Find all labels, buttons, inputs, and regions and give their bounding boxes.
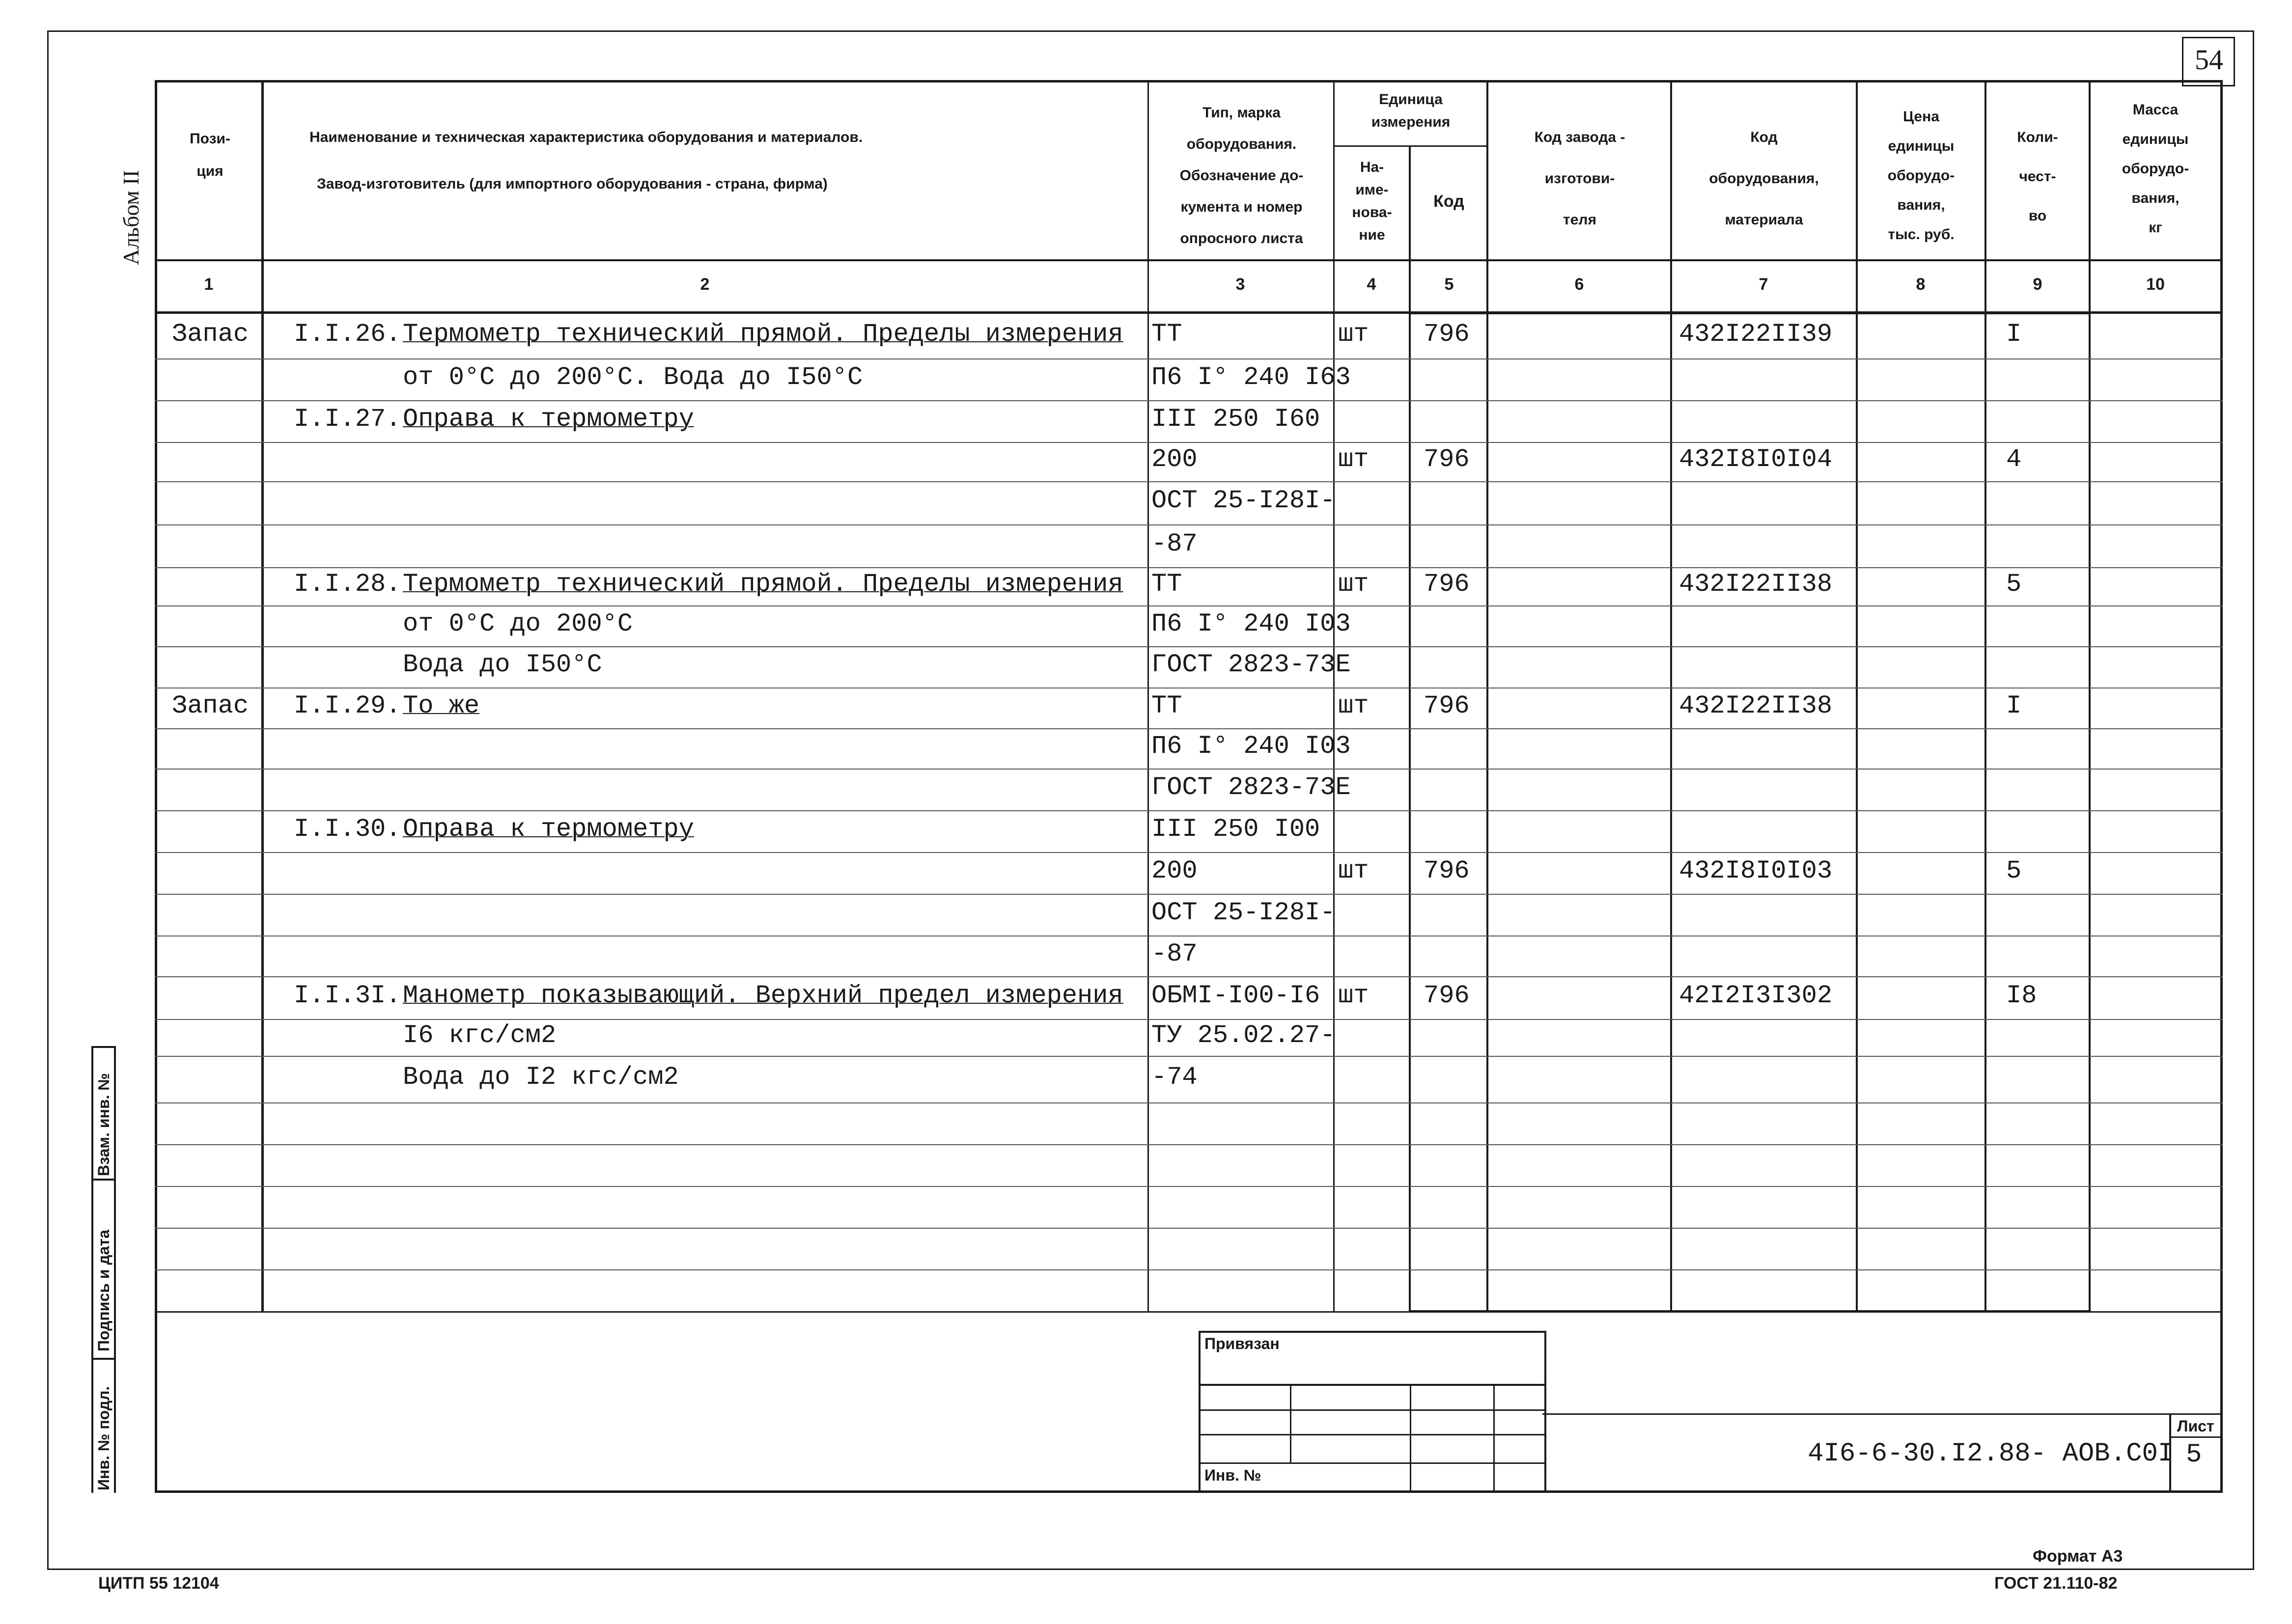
inner-frame-bottom bbox=[155, 1490, 2223, 1493]
column-number-3: 3 bbox=[1235, 275, 1245, 294]
side-stamp-right bbox=[114, 1046, 116, 1493]
outer-frame-left bbox=[47, 30, 49, 1570]
cell-unit-code: 796 bbox=[1424, 691, 1470, 720]
cell-type: ТТ bbox=[1151, 320, 1182, 349]
col-line-3 bbox=[1333, 80, 1335, 1313]
row-divider bbox=[155, 728, 2223, 729]
side-inv-original: Инв. № подл. bbox=[95, 1386, 112, 1490]
side-sign-date: Подпись и дата bbox=[95, 1230, 112, 1351]
cell-type: ОСТ 25-I28I- bbox=[1151, 898, 1336, 927]
footer-left: ЦИТП 55 12104 bbox=[98, 1574, 219, 1593]
row-divider bbox=[155, 481, 2223, 482]
header-unit-code: Код bbox=[1433, 192, 1464, 211]
row-divider bbox=[155, 524, 2223, 525]
cell-material-code: 432I22II39 bbox=[1679, 320, 1833, 349]
row-divider bbox=[155, 567, 2223, 568]
footer-format: Формат А3 bbox=[2033, 1547, 2123, 1566]
header-unit-group: Единица измерения bbox=[1371, 91, 1451, 130]
cell-quantity: 5 bbox=[2006, 856, 2022, 885]
cell-unit-name: шт bbox=[1338, 856, 1369, 885]
col-line-2 bbox=[1147, 80, 1149, 1313]
cell-quantity: I bbox=[2006, 691, 2022, 720]
cell-type: П6 I° 240 I03 bbox=[1151, 732, 1351, 761]
col-line-7 bbox=[1856, 80, 1858, 1313]
col-line-6 bbox=[1670, 80, 1672, 1313]
cell-type: П6 I° 240 I03 bbox=[1151, 609, 1351, 638]
row-divider bbox=[155, 442, 2223, 443]
page-number: 54 bbox=[2195, 44, 2223, 76]
cell-type: 200 bbox=[1151, 856, 1198, 885]
cell-type: III 250 I60 bbox=[1151, 404, 1320, 434]
cell-type: -74 bbox=[1151, 1062, 1198, 1092]
cell-item-number: I.I.29. bbox=[294, 691, 401, 720]
cell-type: ТТ bbox=[1151, 691, 1182, 720]
cell-description: от 0°С до 200°С bbox=[403, 609, 633, 638]
side-stamp-div2 bbox=[91, 1358, 116, 1360]
bound-vline-3 bbox=[1493, 1384, 1495, 1492]
row-divider bbox=[155, 769, 2223, 770]
row-divider bbox=[155, 976, 2223, 977]
cell-type: ГОСТ 2823-73Е bbox=[1151, 650, 1351, 679]
cell-item-number: I.I.26. bbox=[294, 320, 401, 349]
cell-material-code: 432I22II38 bbox=[1679, 570, 1833, 599]
table-end-line bbox=[155, 1311, 2223, 1313]
sheet-label: Лист bbox=[2177, 1417, 2214, 1435]
cell-item-number: I.I.30. bbox=[294, 814, 401, 844]
sheet-box-div bbox=[2169, 1436, 2223, 1438]
col-line-8 bbox=[1985, 80, 1986, 1313]
cell-description: Термометр технический прямой. Пределы измерения bbox=[403, 320, 1123, 349]
thick-body-top bbox=[1409, 311, 2091, 314]
row-divider bbox=[155, 400, 2223, 401]
side-stamp-div1 bbox=[91, 1179, 116, 1181]
bound-line-4 bbox=[1199, 1462, 1544, 1464]
header-bottom-line bbox=[155, 259, 2223, 261]
cell-quantity: 4 bbox=[2006, 445, 2022, 474]
cell-type: ТТ bbox=[1151, 570, 1182, 599]
cell-material-code: 432I8I0I03 bbox=[1679, 856, 1833, 885]
row-divider bbox=[155, 1056, 2223, 1057]
cell-type: ОСТ 25-I28I- bbox=[1151, 486, 1336, 515]
bound-vline-1 bbox=[1290, 1384, 1291, 1462]
cell-unit-name: шт bbox=[1338, 691, 1369, 720]
row-divider bbox=[155, 1102, 2223, 1103]
cell-description: Манометр показывающий. Верхний предел измерения bbox=[403, 981, 1123, 1010]
cell-unit-code: 796 bbox=[1424, 445, 1470, 474]
column-number-9: 9 bbox=[2033, 275, 2042, 294]
cell-type: ГОСТ 2823-73Е bbox=[1151, 772, 1351, 802]
cell-item-number: I.I.3I. bbox=[294, 981, 401, 1010]
cell-type: III 250 I00 bbox=[1151, 814, 1320, 844]
row-divider bbox=[155, 1269, 2223, 1270]
header-type: Тип, марка оборудования. Обозначение до- кумента и номер опросного листа bbox=[1179, 105, 1304, 247]
outer-frame-right bbox=[2253, 30, 2254, 1570]
header-unit-name: На- име- нова- ние bbox=[1352, 159, 1392, 243]
cell-item-number: I.I.28. bbox=[294, 570, 401, 599]
cell-position: Запас bbox=[172, 320, 249, 349]
cell-description: Термометр технический прямой. Пределы измерения bbox=[403, 570, 1123, 599]
cell-type: 200 bbox=[1151, 445, 1198, 474]
cell-description: I6 кгс/см2 bbox=[403, 1020, 557, 1050]
column-number-6: 6 bbox=[1574, 275, 1584, 294]
cell-item-number: I.I.27. bbox=[294, 404, 401, 434]
column-number-5: 5 bbox=[1444, 275, 1454, 294]
cell-unit-name: шт bbox=[1338, 445, 1369, 474]
header-mass: Масса единицы оборудо- вания, кг bbox=[2122, 102, 2189, 236]
cell-description: Вода до I50°С bbox=[403, 650, 602, 679]
header-name-line2: Завод-изготовитель (для импортного оборудования - страна, фирма) bbox=[317, 176, 828, 192]
header-price: Цена единицы оборудо- вания, тыс. руб. bbox=[1887, 109, 1955, 243]
side-inv-swap: Взам. инв. № bbox=[95, 1073, 112, 1176]
side-stamp-top bbox=[91, 1046, 116, 1048]
cell-unit-name: шт bbox=[1338, 981, 1369, 1010]
cell-quantity: I8 bbox=[2006, 981, 2037, 1010]
cell-unit-name: шт bbox=[1338, 570, 1369, 599]
cell-description: То же bbox=[403, 691, 480, 720]
column-number-8: 8 bbox=[1916, 275, 1926, 294]
cell-material-code: 432I8I0I04 bbox=[1679, 445, 1833, 474]
cell-quantity: 5 bbox=[2006, 570, 2022, 599]
bound-vline-2 bbox=[1410, 1384, 1411, 1492]
cell-type: ОБМI-I00-I6 bbox=[1151, 981, 1320, 1010]
row-divider bbox=[155, 852, 2223, 853]
header-material-code: Код оборудования, материала bbox=[1709, 129, 1819, 228]
header-name-line1: Наименование и техническая характеристика оборудования и материалов. bbox=[309, 129, 863, 145]
inner-frame-left bbox=[155, 80, 157, 1492]
row-divider bbox=[155, 358, 2223, 359]
cell-unit-code: 796 bbox=[1424, 981, 1470, 1010]
bound-label: Привязан bbox=[1204, 1335, 1280, 1352]
column-number-10: 10 bbox=[2146, 275, 2165, 294]
bound-line-3 bbox=[1199, 1434, 1544, 1435]
cell-material-code: 432I22II38 bbox=[1679, 691, 1833, 720]
row-divider bbox=[155, 1186, 2223, 1187]
col-line-5 bbox=[1486, 80, 1488, 1313]
col-line-1 bbox=[261, 80, 264, 1313]
header-quantity: Коли- чест- во bbox=[2017, 129, 2058, 224]
cell-type: -87 bbox=[1151, 939, 1198, 968]
cell-description: Оправа к термометру bbox=[403, 814, 694, 844]
side-stamp-left bbox=[91, 1046, 93, 1493]
cell-unit-code: 796 bbox=[1424, 856, 1470, 885]
column-number-4: 4 bbox=[1367, 275, 1376, 294]
document-code: 4I6-6-30.I2.88- АОВ.С0I bbox=[1808, 1439, 2174, 1469]
code-area-top bbox=[1542, 1413, 2223, 1415]
bound-line-2 bbox=[1199, 1409, 1544, 1411]
bound-line-1 bbox=[1199, 1384, 1544, 1386]
cell-description: Вода до I2 кгс/см2 bbox=[403, 1062, 679, 1092]
column-number-7: 7 bbox=[1759, 275, 1768, 294]
outer-frame-top bbox=[47, 30, 2253, 32]
cell-quantity: I bbox=[2006, 320, 2022, 349]
sheet-number: 5 bbox=[2186, 1440, 2202, 1470]
cell-type: ТУ 25.02.27- bbox=[1151, 1020, 1336, 1050]
inv-no-label: Инв. № bbox=[1204, 1466, 1261, 1484]
outer-frame-bottom bbox=[47, 1569, 2253, 1570]
cell-unit-code: 796 bbox=[1424, 320, 1470, 349]
cell-material-code: 42I2I3I302 bbox=[1679, 981, 1833, 1010]
column-number-2: 2 bbox=[700, 275, 710, 294]
inner-frame-top bbox=[155, 80, 2223, 83]
row-divider bbox=[155, 646, 2223, 647]
cell-position: Запас bbox=[172, 691, 249, 720]
cell-type: -87 bbox=[1151, 529, 1198, 558]
row-divider bbox=[155, 810, 2223, 811]
footer-gost: ГОСТ 21.110-82 bbox=[1994, 1574, 2118, 1593]
inner-frame-right bbox=[2220, 80, 2223, 1492]
row-divider bbox=[155, 894, 2223, 895]
cell-description: Оправа к термометру bbox=[403, 404, 694, 434]
cell-unit-name: шт bbox=[1338, 320, 1369, 349]
cell-unit-code: 796 bbox=[1424, 570, 1470, 599]
cell-description: от 0°С до 200°С. Вода до I50°С bbox=[403, 362, 863, 392]
col-line-9 bbox=[2089, 80, 2091, 1313]
header-position: Пози- ция bbox=[190, 131, 230, 179]
row-divider bbox=[155, 1144, 2223, 1145]
row-divider bbox=[155, 1019, 2223, 1020]
header-factory-code: Код завода - изготови- теля bbox=[1534, 129, 1625, 228]
cell-type: П6 I° 240 I63 bbox=[1151, 362, 1351, 392]
album-label: Альбом II bbox=[118, 170, 143, 265]
row-divider bbox=[155, 1228, 2223, 1229]
column-number-1: 1 bbox=[204, 275, 214, 294]
